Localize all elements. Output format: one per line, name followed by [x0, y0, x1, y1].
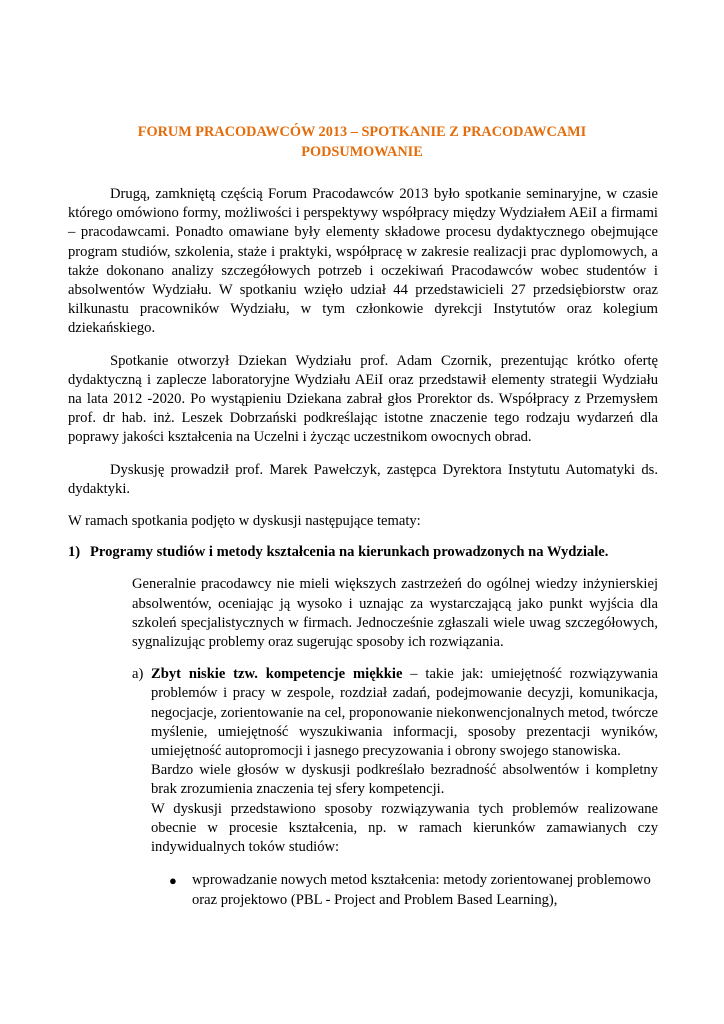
- item-marker: a): [132, 666, 144, 683]
- section-1-content: [132, 575, 658, 909]
- paragraph-intro: Drugą, zamkniętą częścią Forum Pracodawców 2013 było spotkanie seminaryjne, w czasie którego omówiono formy, możliwości i perspektywy współpracy między Wydziałem AEiI a firmami – pracodawcami. Ponadto omawiane były elementy składowe procesu dydaktycznego obejmujące program studiów, szkolenia, staże i praktyki, współpracę w zakresie realizacji prac dyplomowych, a także dokonano analizy szczegółowych potrzeb i oczekiwań Pracodawców wobec studentów i absolwentów Wydziału. W spotkaniu wzięło udział 44 przedstawicieli 27 przedsiębiorstw oraz kilkunastu pracowników Wydziału, w tym członkowie dyrekcji Instytutów oraz kolegium dziekańskiego.: [68, 186, 658, 337]
- bullet-icon: ●: [169, 873, 177, 889]
- document-title: [0, 122, 724, 162]
- bullet-text: wprowadzanie nowych metod kształcenia: metody zorientowanej problemowo oraz projektowo (PBL - Project and Problem Based Learning),: [192, 872, 651, 908]
- item-a-bold: Zbyt niskie tzw. kompetencje miękkie: [151, 666, 403, 683]
- title-line-1: FORUM PRACODAWCÓW 2013 – SPOTKANIE Z PRACODAWCAMI: [137, 124, 587, 140]
- document-body: [68, 185, 658, 910]
- list-item-a: [132, 665, 658, 909]
- section-title: Programy studiów i metody kształcenia na kierunkach prowadzonych na Wydziale.: [90, 544, 609, 561]
- paragraph-moderator: Dyskusję prowadził prof. Marek Pawełczyk, zastępca Dyrektora Instytutu Automatyki ds. dydaktyki.: [68, 461, 658, 497]
- item-a-paragraph-3: W dyskusji przedstawiono sposoby rozwiązywania tych problemów realizowane obecnie w procesie kształcenia, np. w ramach kierunków zamawianych czy indywidualnych toków studiów:: [151, 800, 658, 856]
- item-a-paragraph: [151, 665, 658, 761]
- bullet-list: [169, 871, 658, 909]
- section-heading-1: [68, 543, 658, 562]
- item-body: [151, 665, 658, 909]
- title-line-2: PODSUMOWANIE: [301, 144, 423, 160]
- bullet-item: [169, 871, 658, 909]
- section-intro: Generalnie pracodawcy nie mieli większych zastrzeżeń do ogólnej wiedzy inżynierskiej absolwentów, oceniając ją wysoko i uznając za wystarczającą jako punkt wyjścia dla szkoleń specjalistycznych w firmach. Jednocześnie zgłaszali wiele uwag szczegółowych, sygnalizując problemy oraz sugerując sposoby ich rozwiązania.: [132, 576, 658, 651]
- item-a-paragraph-2: Bardzo wiele głosów w dyskusji podkreślało bezradność absolwentów i kompletny brak zrozumienia znaczenia tej sfery kompetencji.: [151, 762, 658, 798]
- section-number: 1): [68, 544, 81, 561]
- paragraph-opening: Spotkanie otworzył Dziekan Wydziału prof. Adam Czornik, prezentując krótko ofertę dydaktyczną i zaplecze laboratoryjne Wydziału AEiI oraz przedstawił elementy strategii Wydziału na lata 2012 -2020. Po wystąpieniu Dziekana zabrał głos Prorektor ds. Współpracy z Przemysłem prof. dr hab. inż. Leszek Dobrzański podkreślając istotne znaczenie tego rodzaju wydarzeń dla poprawy jakości kształcenia na Uczelni i życząc uczestnikom owocnych obrad.: [68, 352, 658, 446]
- paragraph-topics: W ramach spotkania podjęto w dyskusji następujące tematy:: [68, 513, 421, 530]
- item-a-text: – takie jak: umiejętność rozwiązywania problemów i pracy w zespole, rozdział zadań, podejmowanie decyzji, komunikacja, negocjacje, zorientowanie na cel, proponowanie niekonwencjonalnych metod, twórcze myślenie, umiejętność wyszukiwania informacji, sposoby prezentacji wyników, umiejętność autopromocji i jasnego precyzowania i obrony swojego stanowiska.: [151, 666, 658, 760]
